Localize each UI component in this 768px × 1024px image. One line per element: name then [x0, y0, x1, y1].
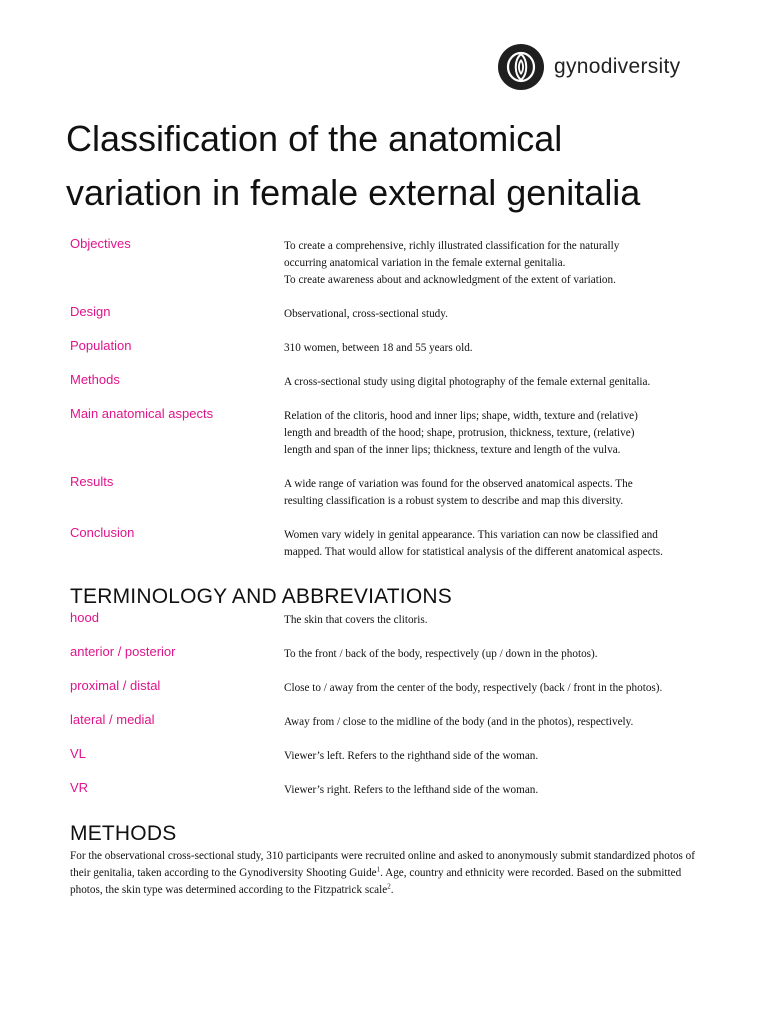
page-title: [66, 112, 726, 220]
terminology-term: hood: [70, 610, 99, 625]
methods-paragraph: [70, 848, 702, 900]
summary-label: Objectives: [70, 236, 131, 251]
page-title-line-2: variation in female external genitalia: [66, 172, 641, 213]
summary-text-line: A cross-sectional study using digital photography of the female external genitalia.: [284, 376, 651, 388]
summary-text: [284, 340, 708, 357]
terminology-term: proximal / distal: [70, 678, 161, 693]
terminology-definition: The skin that covers the clitoris.: [284, 614, 428, 626]
summary-text-line: Women vary widely in genital appearance. This variation can now be classified and: [284, 529, 658, 541]
summary-text-line: occurring anatomical variation in the female external genitalia.: [284, 257, 566, 270]
summary-text: [284, 408, 708, 460]
summary-label: Conclusion: [70, 525, 135, 540]
summary-label: Population: [70, 338, 132, 353]
summary-text-line: 310 women, between 18 and 55 years old.: [284, 342, 473, 354]
terminology-definition: Away from / close to the midline of the body (and in the photos), respectively.: [284, 716, 634, 728]
summary-text-line: A wide range of variation was found for the observed anatomical aspects. The: [284, 478, 633, 490]
brand-name: gynodiversity: [554, 55, 681, 78]
terminology-term: anterior / posterior: [70, 644, 176, 659]
summary-text: [284, 306, 708, 323]
terminology-definition: Viewer’s left. Refers to the righthand side of the woman.: [284, 750, 539, 762]
footnote-ref-1: 1: [376, 865, 381, 874]
summary-text-line: resulting classification is a robust system to describe and map this diversity.: [284, 495, 624, 508]
terminology-heading: TERMINOLOGY AND ABBREVIATIONS: [70, 585, 452, 608]
summary-text-line: length and breadth of the hood; shape, protrusion, thickness, texture, (relative): [284, 427, 635, 440]
summary-label: Main anatomical aspects: [70, 406, 214, 421]
summary-label: Results: [70, 474, 114, 489]
logo-mark-glyph: [504, 50, 538, 84]
terminology-definition: Close to / away from the center of the body, respectively (back / front in the photos).: [284, 682, 663, 694]
summary-text-line: Observational, cross-sectional study.: [284, 308, 448, 320]
terminology-definition: To the front / back of the body, respectively (up / down in the photos).: [284, 648, 598, 660]
summary-text: [284, 238, 708, 290]
terminology-term: lateral / medial: [70, 712, 155, 727]
terminology-term: VR: [70, 780, 89, 795]
methods-heading: METHODS: [70, 822, 177, 845]
gynodiversity-logo-icon: [498, 44, 544, 90]
methods-text-3: .: [390, 884, 394, 897]
brand-logo: [498, 44, 680, 90]
summary-text: [284, 374, 708, 391]
methods-text-1: For the observational cross-sectional study, 310 participants were recruited online and asked to anonymously submit standardized photos of their genitalia, taken according to the Gynodiversity Shooting Guide: [70, 850, 696, 880]
summary-text-line: length and span of the inner lips; thickness, texture and length of the vulva.: [284, 444, 621, 457]
summary-text-line: To create a comprehensive, richly illustrated classification for the naturally: [284, 240, 620, 252]
terminology-definition: Viewer’s right. Refers to the lefthand side of the woman.: [284, 784, 539, 796]
summary-text-line: Relation of the clitoris, hood and inner lips; shape, width, texture and (relative): [284, 410, 638, 422]
summary-text: [284, 527, 708, 561]
summary-text-line: mapped. That would allow for statistical analysis of the different anatomical aspects.: [284, 546, 663, 559]
terminology-term: VL: [70, 746, 86, 761]
summary-text: [284, 476, 708, 510]
methods-text-2: . Age, country and ethnicity were recorded. Based on the submitted photos, the skin type was determined according to the Fitzpatrick scale: [70, 867, 682, 897]
summary-label: Design: [70, 304, 111, 319]
footnote-ref-2: 2: [387, 882, 391, 891]
page-title-line-1: Classification of the anatomical: [66, 118, 563, 159]
summary-label: Methods: [70, 372, 120, 387]
summary-text-line: To create awareness about and acknowledgment of the extent of variation.: [284, 274, 616, 287]
